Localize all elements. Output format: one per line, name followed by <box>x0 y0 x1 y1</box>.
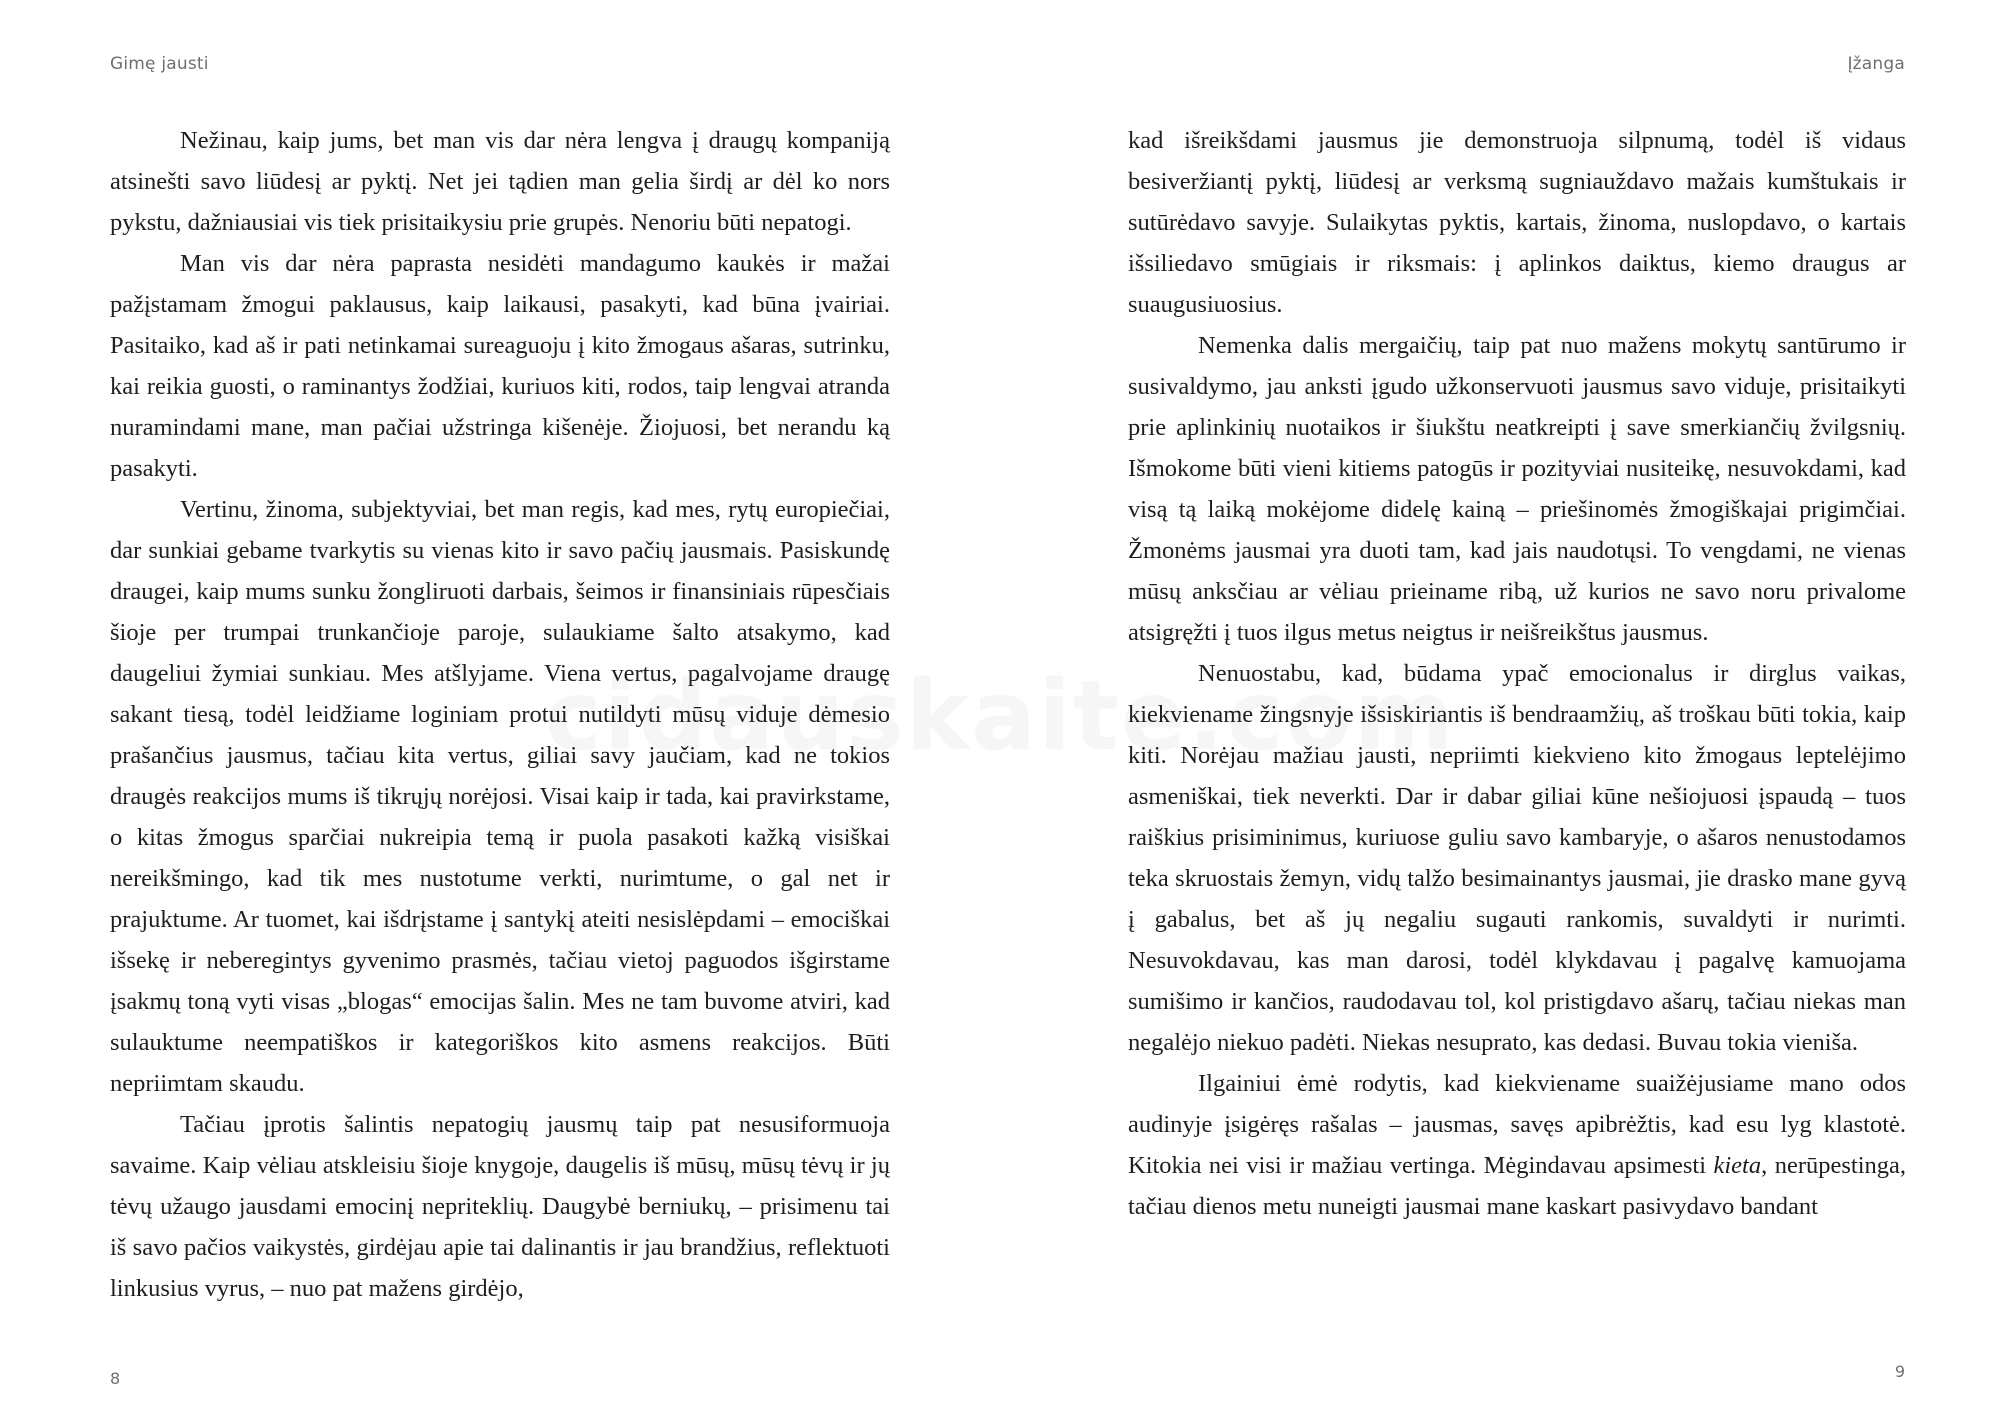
paragraph: Man vis dar nėra paprasta nesidėti mandagumo kaukės ir mažai pažįstamam žmogui paklausus, kaip laikausi, pasakyti, kad būna įvairiai. Pasitaiko, kad aš ir pati netinkamai sureaguoju į kito žmogaus ašaras, sutrinku, kai reikia guosti, o raminantys žodžiai, kuriuos kiti, rodos, taip lengvai atranda nuramindami mane, man pačiai užstringa kišenėje. Žiojuosi, bet nerandu ką pasakyti. <box>110 250 890 482</box>
paragraph: Nemenka dalis mergaičių, taip pat nuo mažens mokytų santūrumo ir susivaldymo, jau anksti įgudo užkonservuoti jausmus savo viduje, prisitaikyti prie aplinkinių nuotaikos ir šiukštu neatkreipti į save smerkiančių žvilgsnių. Išmokome būti vieni kitiems patogūs ir pozityviai nusiteikę, nesuvokdami, kad visą tą laiką mokėjome didelę kainą – priešinomės žmogiškajai prigimčiai. Žmonėms jausmai yra duoti tam, kad jais naudotųsi. To vengdami, ne vienas mūsų anksčiau ar vėliau prieiname ribą, už kurios ne savo noru privalome atsigręžti į tuos ilgus metus neigtus ir neišreikštus jausmus. <box>1128 332 1906 646</box>
running-head-right: Įžanga <box>1847 54 1905 74</box>
emphasis-text: kieta <box>1713 1152 1762 1179</box>
running-head-left: Gimę jausti <box>110 54 209 74</box>
paragraph: kad išreikšdami jausmus jie demonstruoja silpnumą, todėl iš vidaus besiveržiantį pyktį, liūdesį ar verksmą sugniauždavo mažais kumštukais ir sutūrėdavo savyje. Sulaikytas pyktis, kartais, žinoma, nuslopdavo, o kartais išsiliedavo smūgiais ir riksmais: į aplinkos daiktus, kiemo draugus ar suaugusiuosius. <box>1128 127 1906 318</box>
left-page-text <box>110 120 890 1309</box>
paragraph: Vertinu, žinoma, subjektyviai, bet man regis, kad mes, rytų europiečiai, dar sunkiai gebame tvarkytis su vienas kito ir savo pačių jausmais. Pasiskundę draugei, kaip mums sunku žongliruoti darbais, šeimos ir finansiniais rūpesčiais šioje per trumpai trunkančioje paroje, sulaukiame šalto atsakymo, kad daugeliui žymiai sunkiau. Mes atšlyjame. Viena vertus, pagalvojame draugę sakant tiesą, todėl leidžiame loginiam protui nutildyti mūsų viduje dėmesio prašančius jausmus, tačiau kita vertus, giliai savy jaučiam, kad ne tokios draugės reakcijos mums iš tikrųjų norėjosi. Visai kaip ir tada, kai pravirkstame, o kitas žmogus sparčiai nukreipia temą ir puola pasakoti kažką visiškai nereikšmingo, kad tik mes nustotume verkti, nurimtume, o gal net ir prajuktume. Ar tuomet, kai išdrįstame į santykį ateiti nesislėpdami – emociškai išsekę ir neberegintys gyvenimo prasmės, tačiau vietoj paguodos išgirstame įsakmų toną vyti visas „blogas“ emocijas šalin. Mes ne tam buvome atviri, kad sulauktume neempatiškos ir kategoriškos kito asmens reakcijos. Būti nepriimtam skaudu. <box>110 496 890 1097</box>
right-page-text <box>1128 120 1906 1227</box>
paragraph-text: Ilgainiui ėmė rodytis, kad kiekviename suaižėjusiame mano odos audinyje įsigėręs rašalas – jausmas, savęs apibrėžtis, kad esu lyg klastotė. Kitokia nei visi ir mažiau vertinga. Mėgindavau apsimesti <box>1128 1070 1906 1179</box>
paragraph: Nežinau, kaip jums, bet man vis dar nėra lengva į draugų kompaniją atsinešti savo liūdesį ar pyktį. Net jei tądien man gelia širdį ar dėl ko nors pykstu, dažniausiai vis tiek prisitaikysiu prie grupės. Nenoriu būti nepatogi. <box>110 127 890 236</box>
paragraph: Nenuostabu, kad, būdama ypač emocionalus ir dirglus vaikas, kiekviename žingsnyje išsiskiriantis iš bendraamžių, aš troškau būti tokia, kaip kiti. Norėjau mažiau jausti, nepriimti kiekvieno kito žmogaus leptelėjimo asmeniškai, tiek neverkti. Dar ir dabar giliai kūne nešiojuosi įspaudą – tuos raiškius prisiminimus, kuriuose guliu savo kambaryje, o ašaros nenustodamos teka skruostais žemyn, vidų talžo besimainantys jausmai, jie drasko mane gyvą į gabalus, bet aš jų negaliu sugauti rankomis, suvaldyti ir nurimti. Nesuvokdavau, kas man darosi, todėl klykdavau į pagalvę kamuojama sumišimo ir kančios, raudodavau tol, kol pristigdavo ašarų, tačiau niekas man negalėjo niekuo padėti. Niekas nesuprato, kas dedasi. Buvau tokia vieniša. <box>1128 660 1906 1056</box>
page-number-right: 9 <box>1894 1362 1905 1381</box>
page-number-left: 8 <box>110 1369 121 1388</box>
paragraph <box>1128 1063 1906 1227</box>
paragraph: Tačiau įprotis šalintis nepatogių jausmų taip pat nesusiformuoja savaime. Kaip vėliau atskleisiu šioje knygoje, daugelis iš mūsų, mūsų tėvų ir jų tėvų užaugo jausdami emocinį nepriteklių. Daugybė berniukų, – prisimenu tai iš savo pačios vaikystės, girdėjau apie tai dalinantis ir jau brandžius, reflektuoti linkusius vyrus, – nuo pat mažens girdėjo, <box>110 1111 890 1302</box>
paragraph-text: , nerūpestinga, tačiau dienos metu nuneigti jausmai mane kaskart pasivydavo bandant <box>1128 1152 1906 1220</box>
